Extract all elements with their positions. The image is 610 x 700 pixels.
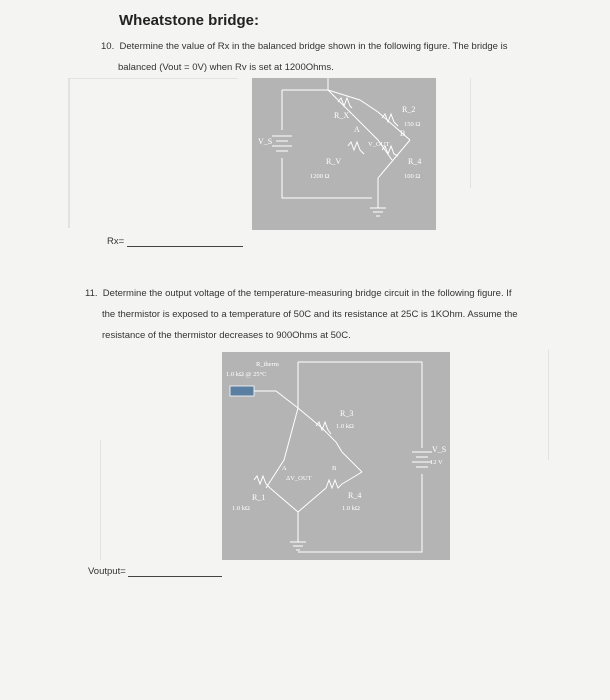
bleed-through-line <box>470 78 471 188</box>
bleed-through-line <box>68 78 238 79</box>
r4-value: 1.0 kΩ <box>342 505 360 512</box>
r3-value: 1.0 kΩ <box>336 423 354 430</box>
node-b-label: B <box>332 465 337 472</box>
question-text: the thermistor is exposed to a temperature of 50C and its resistance at 25C is 1KOhm. Assume the <box>102 309 518 320</box>
node-a-label: A <box>282 465 287 472</box>
question-number: 11. <box>85 288 98 299</box>
r2-label: R_2 <box>402 105 416 114</box>
thermistor-bridge-diagram <box>222 352 450 560</box>
vout-label: ΔV_OUT <box>286 475 312 482</box>
question-10 <box>101 36 571 78</box>
thermistor-symbol <box>230 386 254 396</box>
question-number: 10. <box>101 41 115 52</box>
answer-blank[interactable] <box>128 576 222 577</box>
rx-label: R_X <box>334 111 350 120</box>
bleed-through-line <box>68 78 70 228</box>
node-a-label: A <box>354 125 360 134</box>
question-text: Determine the value of Rx in the balanced bridge shown in the following figure. The bridge is <box>119 41 508 52</box>
r4-value: 100 Ω <box>404 173 421 180</box>
r3-label: R_3 <box>340 409 354 418</box>
wheatstone-bridge-figure <box>252 78 436 230</box>
r4-label: R_4 <box>408 157 422 166</box>
bridge-circuit-diagram <box>252 78 436 230</box>
r4-label: R_4 <box>348 491 362 500</box>
answer-label: Voutput= <box>88 566 126 577</box>
bleed-through-line <box>548 350 549 460</box>
answer-rx <box>107 236 243 247</box>
rv-label: R_V <box>326 157 342 166</box>
answer-label: Rx= <box>107 236 125 247</box>
node-b-label: B <box>400 129 406 138</box>
question-text: balanced (Vout = 0V) when Rv is set at 1200Ohms. <box>118 62 334 73</box>
r2-value: 150 Ω <box>404 121 421 128</box>
temperature-bridge-figure <box>222 352 450 560</box>
vs-label: V_S <box>258 137 273 146</box>
page-title: Wheatstone bridge: <box>119 12 260 29</box>
question-text: Determine the output voltage of the temperature-measuring bridge circuit in the following figure. If <box>102 288 512 299</box>
rtherm-label: R_therm <box>256 361 279 368</box>
rv-value: 1200 Ω <box>310 173 330 180</box>
vout-label: V_OUT <box>368 141 390 148</box>
question-text: resistance of the thermistor decreases to 900Ohms at 50C. <box>102 330 351 341</box>
answer-voutput <box>88 566 222 577</box>
answer-blank[interactable] <box>127 246 243 247</box>
vs-label: V_S <box>432 445 447 454</box>
vs-value: 12 V <box>430 459 443 466</box>
r1-label: R_1 <box>252 493 266 502</box>
bleed-through-line <box>100 440 101 560</box>
question-11 <box>85 283 575 346</box>
rtherm-value: 1.0 kΩ @ 25°C <box>226 371 267 378</box>
r1-value: 1.0 kΩ <box>232 505 250 512</box>
